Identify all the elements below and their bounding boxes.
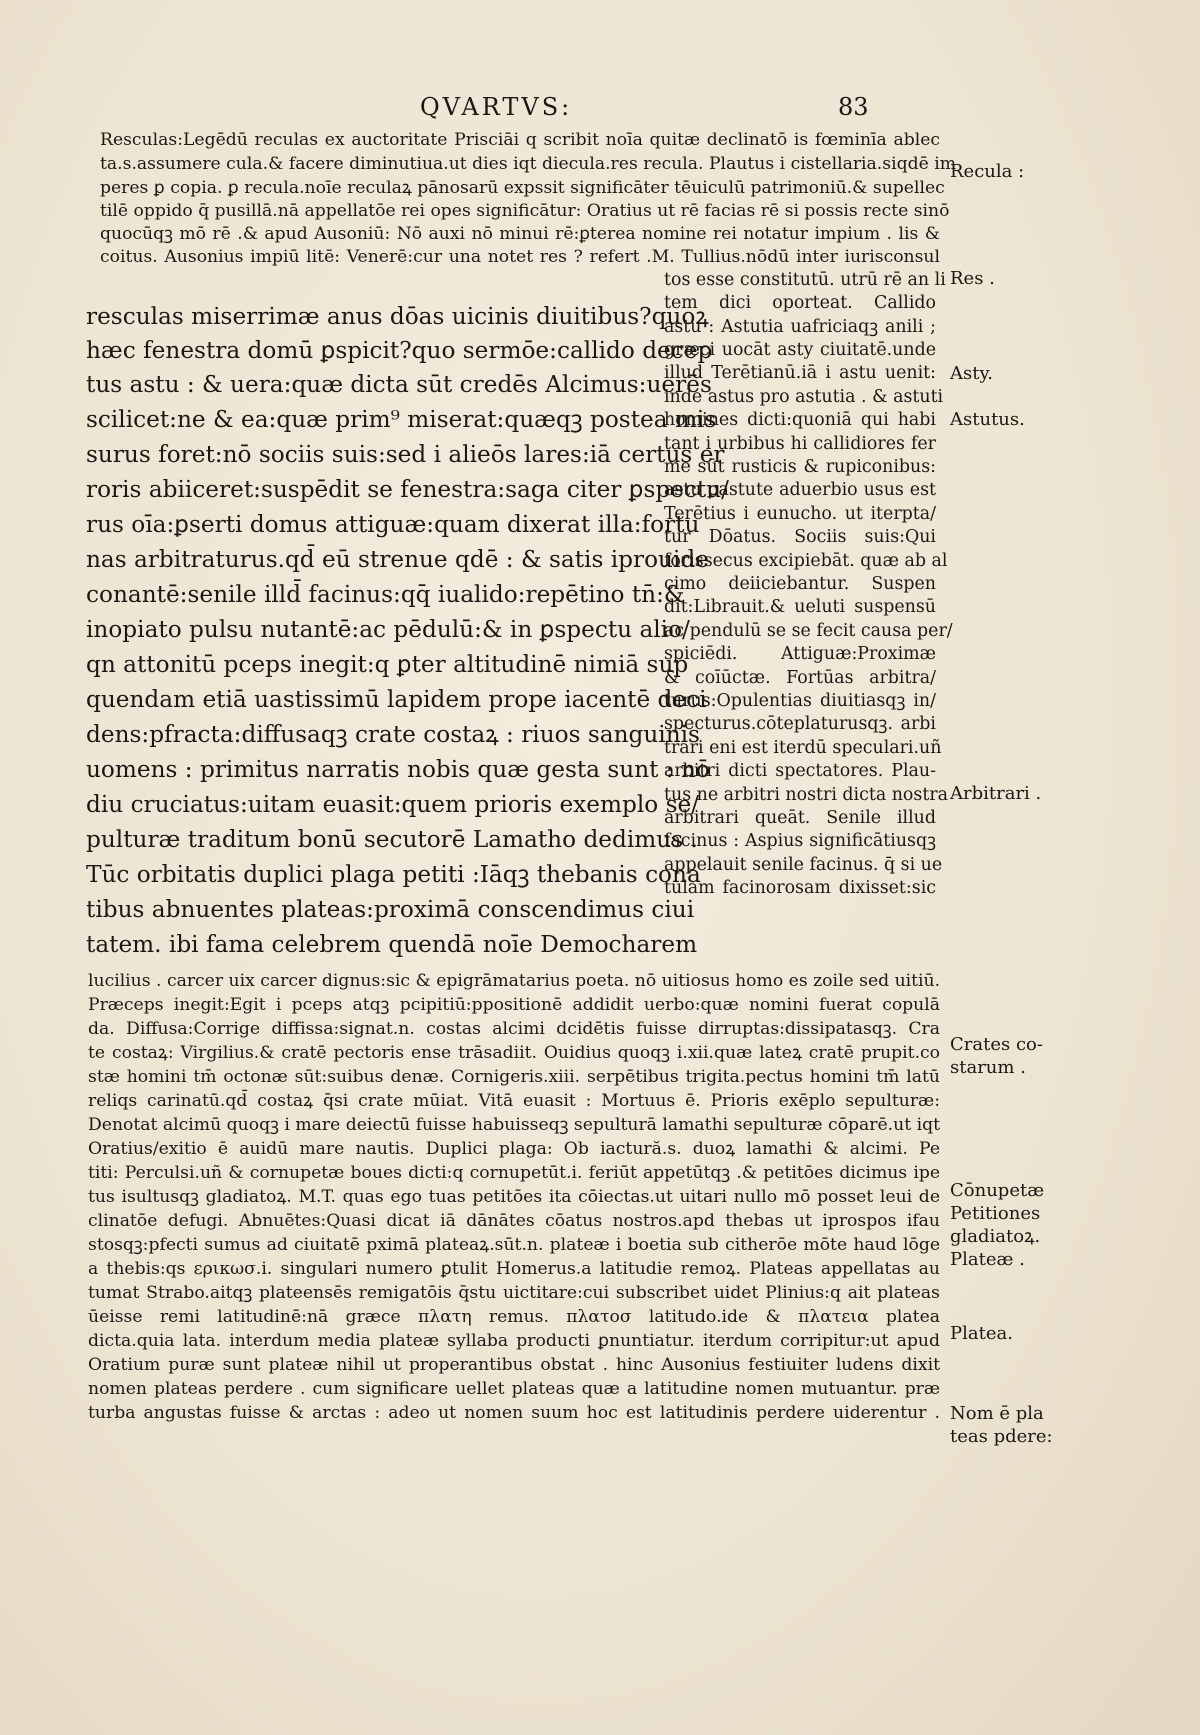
text-line: tilē oppido q̄ pusillā.nā appellatōe rei opes significātur: Oratius ut rē facias rē si possis recte sinō xyxy=(100,201,950,221)
gloss-line: astu ꝑastute aduerbio usus est xyxy=(664,480,936,500)
text-line: da. Diffusa:Corrige diffissa:signat.n. costas alcimi dcidētis fuisse dirruptas:dissipatasqꝫ. Cra xyxy=(88,1019,940,1039)
main-line: Tūc orbitatis duplici plaga petiti :Iāqꝫ thebanis cona xyxy=(86,861,701,888)
main-line: hæc fenestra domū ꝑspicit?quo sermōe:callido decep xyxy=(86,337,713,364)
gloss-line: ac pendulū se se fecit causa per/ xyxy=(664,621,953,641)
gloss-line: homines dicti:quoniā qui habi xyxy=(664,410,936,430)
main-line: qn attonitū pceps inegit:q ꝑter altitudinē nimiā sup xyxy=(86,651,689,678)
main-line: tibus abnuentes plateas:proximā conscendimus ciui xyxy=(86,896,695,923)
text-line: ta.s.assumere cula.& facere diminutiua.ut dies iqt diecula.res recula. Plautus i cistellaria.siqdē im xyxy=(100,154,957,174)
text-line: turba angustas fuisse & arctas : adeo ut nomen suum hoc est latitudinis perdere uiderentur . xyxy=(88,1403,940,1423)
margin-note-recula: Recula : xyxy=(950,161,1025,182)
gloss-line: græci uocāt asty ciuitatē.unde xyxy=(664,340,936,360)
main-line: scilicet:ne & ea:quæ prim⁹ miserat:quæqꝫ postea mis xyxy=(86,406,717,433)
margin-note-crates-2: starum . xyxy=(950,1057,1026,1078)
gloss-line: illud Terētianū.iā i astu uenit: xyxy=(664,363,936,383)
main-line: diu cruciatus:uitam euasit:quem prioris exemplo se/ xyxy=(86,791,699,818)
main-line: quendam etiā uastissimū lapidem prope iacentē deci xyxy=(86,686,707,713)
text-line: ūeisse remi latitudinē:nā græce πλατη remus. πλατοσ latitudo.ide & πλατεια platea xyxy=(88,1307,940,1327)
margin-note-astutus: Astutus. xyxy=(950,409,1025,430)
text-line: Oratius/exitio ē auidū mare nautis. Duplici plaga: Ob iactură.s. duoꝝ lamathi & alcimi. Pe xyxy=(88,1139,940,1159)
text-line: reliqs carinatū.qd̄ costaꝝ q̄si crate mūiat. Vitā euasit : Mortuus ē. Prioris exēplo sepulturæ: xyxy=(88,1091,940,1111)
gloss-line: tulam facinorosam dixisset:sic xyxy=(664,878,936,898)
gloss-line: spiciēdi. Attiguæ:Proximæ xyxy=(664,644,936,664)
main-line: resculas miserrimæ anus dōas uicinis diuitibus?quoꝝ xyxy=(86,303,709,330)
text-line: coitus. Ausonius impiū litē: Venerē:cur una notet res ? refert .M. Tullius.nōdū inter iurisconsul xyxy=(100,247,940,267)
main-line: tatem. ibi fama celebrem quendā noīe Democharem xyxy=(86,931,698,958)
margin-note-conupetae-2: Petitiones xyxy=(950,1203,1041,1224)
margin-note-conupetae-3: gladiatoꝝ. xyxy=(950,1226,1041,1247)
text-line: lucilius . carcer uix carcer dignus:sic & epigrāmatarius poeta. nō uitiosus homo es zoile sed uitiū. xyxy=(88,971,941,991)
main-line: rus oīa:ꝑserti domus attiguæ:quam dixerat illa:fortu xyxy=(86,511,700,538)
margin-note-conupetae-4: Plateæ . xyxy=(950,1249,1025,1270)
text-line: Denotat alcimū quoqꝫ i mare deiectū fuisse habuisseqꝫ sepulturā lamathi sepulturæ cōparē.ut iqt xyxy=(88,1115,940,1135)
margin-note-nomen-2: teas pdere: xyxy=(950,1426,1053,1447)
gloss-line: facinus : Aspius significātiusqꝫ xyxy=(664,831,936,851)
margin-note-platea: Platea. xyxy=(950,1323,1013,1344)
gloss-line: cimo deiiciebantur. Suspen xyxy=(664,574,936,594)
gloss-line: astu : Astutia uafriciaqꝫ anili ; xyxy=(664,317,936,337)
text-line: Oratium puræ sunt plateæ nihil ut properantibus obstat . hinc Ausonius festiuiter ludens dixit xyxy=(88,1355,940,1375)
text-line: te costaꝝ: Virgilius.& cratē pectoris ense trāsadiit. Ouidius quoqꝫ i.xii.quæ lateꝝ cratē prupit.co xyxy=(88,1043,940,1063)
folio-number: 83 xyxy=(838,93,869,121)
gloss-line: tant i urbibus hi callidiores fer xyxy=(664,434,936,454)
text-line: tumat Strabo.aitqꝫ plateensēs remigatōis q̄stu uictitare:cui subscribet uidet Plinius:q ait plateas xyxy=(88,1283,940,1303)
margin-note-arbitrari: Arbitrari . xyxy=(950,783,1042,804)
gloss-line: arbitrari queāt. Senile illud xyxy=(664,808,936,828)
gloss-line: turus:Opulentias diuitiasqꝫ in/ xyxy=(664,691,936,711)
text-line: clinatōe defugi. Abnuētes:Quasi dicat iā dānātes cōatus nostros.apd thebas ut iprospos ifau xyxy=(88,1211,940,1231)
gloss-line: dit:Librauit.& ueluti suspensū xyxy=(664,597,936,617)
main-line: conantē:senile illd̄ facinus:qq̄ iualido:repētino tn̄:& xyxy=(86,581,685,608)
text-line: titi: Perculsi.uñ & cornupetæ boues dicti:q cornupetūt.i. feriūt appetūtqꝫ .& petitōes dicimus ipe xyxy=(88,1163,940,1183)
margin-note-res: Res . xyxy=(950,268,995,289)
margin-note-nomen-1: Nom ē pla xyxy=(950,1403,1044,1424)
gloss-line: forissecus excipiebāt. quæ ab al xyxy=(664,551,948,571)
gloss-line: me sūt rusticis & rupiconibus: xyxy=(664,457,936,477)
text-line: stæ homini tm̄ octonæ sūt:suibus denæ. Cornigeris.xiii. serpētibus trigita.pectus homini tm̄ latū xyxy=(88,1067,940,1087)
gloss-line: trari eni est iterdū speculari.uñ xyxy=(664,738,942,758)
gloss-line: tos esse constitutū. utrū rē an li xyxy=(664,270,946,290)
margin-note-asty: Asty. xyxy=(950,363,993,384)
margin-note-conupetae-1: Cōnupetæ xyxy=(950,1180,1045,1201)
gloss-line: tur Dōatus. Sociis suis:Qui xyxy=(664,527,936,547)
margin-note-crates-1: Crates co- xyxy=(950,1034,1043,1055)
text-line: Resculas:Legēdū reculas ex auctoritate Prisciāi q scribit noīa quitæ declinatō is fœminīa ablec xyxy=(100,130,940,150)
text-line: quocūqꝫ mō rē .& apud Ausoniū: Nō auxi nō minui rē:ꝑterea nomine rei notatur impium . lis & xyxy=(100,224,940,244)
gloss-line: specturus.cōteplaturusqꝫ. arbi xyxy=(664,714,936,734)
main-line: uomens : primitus narratis nobis quæ gesta sunt : nō xyxy=(86,756,710,783)
gloss-line: Terētius i eunucho. ut iterpta/ xyxy=(664,504,936,524)
main-line: roris abiiceret:suspēdit se fenestra:saga citer ꝑspectu/ xyxy=(86,476,729,503)
text-line: peres ꝑ copia. ꝑ recula.noīe reculaꝝ pānosarū expssit significāter tēuiculū patrimoniū.& supellec xyxy=(100,178,945,198)
gloss-line: & coīūctæ. Fortūas arbitra/ xyxy=(664,668,936,688)
text-line: nomen plateas perdere . cum significare uellet plateas quæ a latitudine nomen mutuantur. præ xyxy=(88,1379,940,1399)
gloss-line: arbitri dicti spectatores. Plau- xyxy=(664,761,936,781)
main-line: surus foret:nō sociis suis:sed i alieōs lares:iā certus er xyxy=(86,441,725,468)
running-head: QVARTVS: xyxy=(420,93,573,121)
text-line: stosqꝫ:pfecti sumus ad ciuitatē pximā plateaꝝ.sūt.n. plateæ i boetia sub citherōe mōte haud lōge xyxy=(88,1235,940,1255)
main-line: pulturæ traditum bonū secutorē Lamatho dedimus . xyxy=(86,826,698,853)
main-line: tus astu : & uera:quæ dicta sūt credēs Alcimus:uerēs xyxy=(86,371,712,398)
text-line: Præceps inegit:Egit i pceps atqꝫ pcipitiū:ppositionē addidit uerbo:quæ nomini fuerat copulā xyxy=(88,995,940,1015)
text-line: dicta.quia lata. interdum media plateæ syllaba producti ꝑnuntiatur. iterdum corripitur:ut apud xyxy=(88,1331,940,1351)
text-line: tus isultusqꝫ gladiatoꝝ. M.T. quas ego tuas petitōes ita cōiectas.ut uitari nullo mō posset leui de xyxy=(88,1187,940,1207)
gloss-line: tus ne arbitri nostri dicta nostra xyxy=(664,785,948,805)
main-line: dens:pfracta:diffusaqꝫ crate costaꝝ : riuos sanguinis xyxy=(86,721,700,748)
gloss-line: appelauit senile facinus. q̄ si ue xyxy=(664,855,943,875)
text-line: a thebis:qs ερικωσ.i. singulari numero ꝑtulit Homerus.a latitudie remoꝝ. Plateas appellatas au xyxy=(88,1259,940,1279)
main-line: nas arbitraturus.qd̄ eū strenue qdē : & satis iprouide xyxy=(86,546,709,573)
gloss-line: tem dici oporteat. Callido xyxy=(664,293,936,313)
main-line: inopiato pulsu nutantē:ac pēdulū:& in ꝑspectu alio/ xyxy=(86,616,690,643)
gloss-line: inde astus pro astutia . & astuti xyxy=(664,387,944,407)
